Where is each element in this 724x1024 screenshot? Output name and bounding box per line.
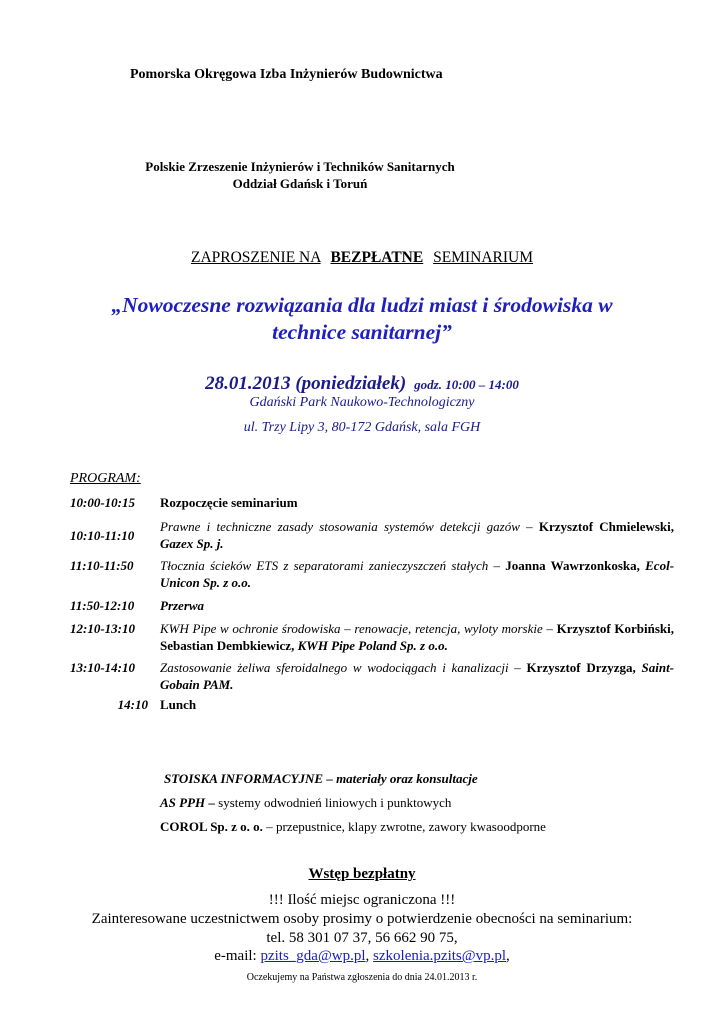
event-time: godz. 10:00 – 14:00 xyxy=(414,377,519,392)
event-date xyxy=(0,373,724,395)
seminar-title xyxy=(60,292,664,346)
seminar-title-line1: „Nowoczesne rozwiązania dla ludzi miast i środowiska w xyxy=(111,293,613,317)
booth-sep: – xyxy=(205,795,219,810)
event-address: ul. Trzy Lipy 3, 80-172 Gdańsk, sala FGH xyxy=(243,420,481,435)
program-time: 11:50-12:10 xyxy=(70,598,135,613)
email-link-szkolenia[interactable]: szkolenia.pzits@vp.pl xyxy=(373,948,506,964)
seminar-title-line2: technice sanitarnej” xyxy=(272,320,452,344)
program-title: Lunch xyxy=(160,697,197,712)
program-time: 12:10-13:10 xyxy=(70,621,135,636)
program-company: Saint-Gobain PAM. xyxy=(160,660,675,692)
program-desc xyxy=(160,696,674,713)
organizer-piib: Pomorska Okręgowa Izba Inżynierów Budownictwa xyxy=(130,67,443,82)
program-label: PROGRAM: xyxy=(70,471,141,486)
booth-item xyxy=(160,795,451,811)
booth-name: AS PPH xyxy=(160,795,206,810)
program-time: 10:00-10:15 xyxy=(70,495,135,510)
program-title: Rozpoczęcie seminarium xyxy=(160,495,298,510)
program-speaker: Joanna Wawrzonkoska, xyxy=(505,558,640,573)
booth-name: COROL Sp. z o. o. xyxy=(160,819,263,834)
registration-request: Zainteresowane uczestnictwem osoby prosimy o potwierdzenie obecności na seminarium: xyxy=(91,911,633,927)
program-desc xyxy=(160,518,674,552)
program-speaker: Krzysztof Korbiński, Sebastian Dembkiewicz, xyxy=(160,621,675,653)
email-end: , xyxy=(506,948,510,964)
email-label: e-mail: xyxy=(214,948,261,964)
program-sep: – xyxy=(519,519,539,534)
organizer-pzits-branch: Oddział Gdańsk i Toruń xyxy=(232,176,368,191)
program-speaker: Krzysztof Chmielewski, xyxy=(538,519,675,534)
program-company: Gazex Sp. j. xyxy=(160,536,224,551)
program-company: Ecol-Unicon Sp. z o.o. xyxy=(160,558,675,590)
registration-deadline: Oczekujemy na Państwa zgłoszenia do dnia 24.01.2013 r. xyxy=(246,972,478,983)
program-desc xyxy=(160,659,674,693)
booth-sep: – xyxy=(262,819,276,834)
booths-heading: STOISKA INFORMACYJNE – materiały oraz konsultacje xyxy=(164,771,478,786)
program-sep: – xyxy=(488,558,506,573)
email-separator: , xyxy=(365,948,374,964)
event-venue: Gdański Park Naukowo-Technologiczny xyxy=(249,395,475,410)
program-desc xyxy=(160,557,674,591)
program-topic: Zastosowanie żeliwa sferoidalnego w wodociągach i kanalizacji xyxy=(160,660,509,675)
program-time: 13:10-14:10 xyxy=(70,660,135,675)
invitation-heading xyxy=(0,249,724,267)
booth-desc: przepustnice, klapy zwrotne, zawory kwasoodporne xyxy=(275,819,546,834)
limited-seats-note: !!! Ilość miejsc ograniczona !!! xyxy=(268,892,456,908)
program-desc xyxy=(160,620,674,654)
program-time: 10:10-11:10 xyxy=(70,528,135,543)
program-topic: Prawne i techniczne zasady stosowania systemów detekcji gazów xyxy=(160,519,520,534)
event-date-day: 28.01.2013 (poniedziałek) xyxy=(205,373,407,394)
booth-item xyxy=(160,819,546,835)
organizer-pzits-name: Polskie Zrzeszenie Inżynierów i Techników Sanitarnych xyxy=(145,159,455,174)
program-time: 11:10-11:50 xyxy=(70,558,134,573)
invitation-part1: ZAPROSZENIE NA xyxy=(190,249,321,266)
booth-desc: systemy odwodnień liniowych i punktowych xyxy=(218,795,452,810)
program-time: 14:10 xyxy=(117,697,148,712)
program-sep: – xyxy=(508,660,527,675)
program-topic: KWH Pipe w ochronie środowiska – renowacje, retencja, wyloty morskie xyxy=(160,621,543,636)
organizer-pzits xyxy=(132,158,468,192)
program-speaker: Krzysztof Drzyzga, xyxy=(526,660,636,675)
invitation-part3: SEMINARIUM xyxy=(433,249,533,266)
contact-email xyxy=(0,948,724,965)
contact-phone: tel. 58 301 07 37, 56 662 90 75, xyxy=(266,930,458,946)
program-sep: – xyxy=(542,621,557,636)
free-entry-heading: Wstęp bezpłatny xyxy=(308,866,416,882)
program-company: KWH Pipe Poland Sp. z o.o. xyxy=(297,638,448,653)
program-title: Przerwa xyxy=(160,598,205,613)
email-link-pzits-gda[interactable]: pzits_gda@wp.pl xyxy=(260,948,366,964)
program-topic: Tłocznia ścieków ETS z separatorami zanieczyszczeń stałych xyxy=(160,558,489,573)
program-desc xyxy=(160,597,674,614)
program-desc xyxy=(160,494,674,511)
invitation-free: BEZPŁATNE xyxy=(330,249,424,266)
